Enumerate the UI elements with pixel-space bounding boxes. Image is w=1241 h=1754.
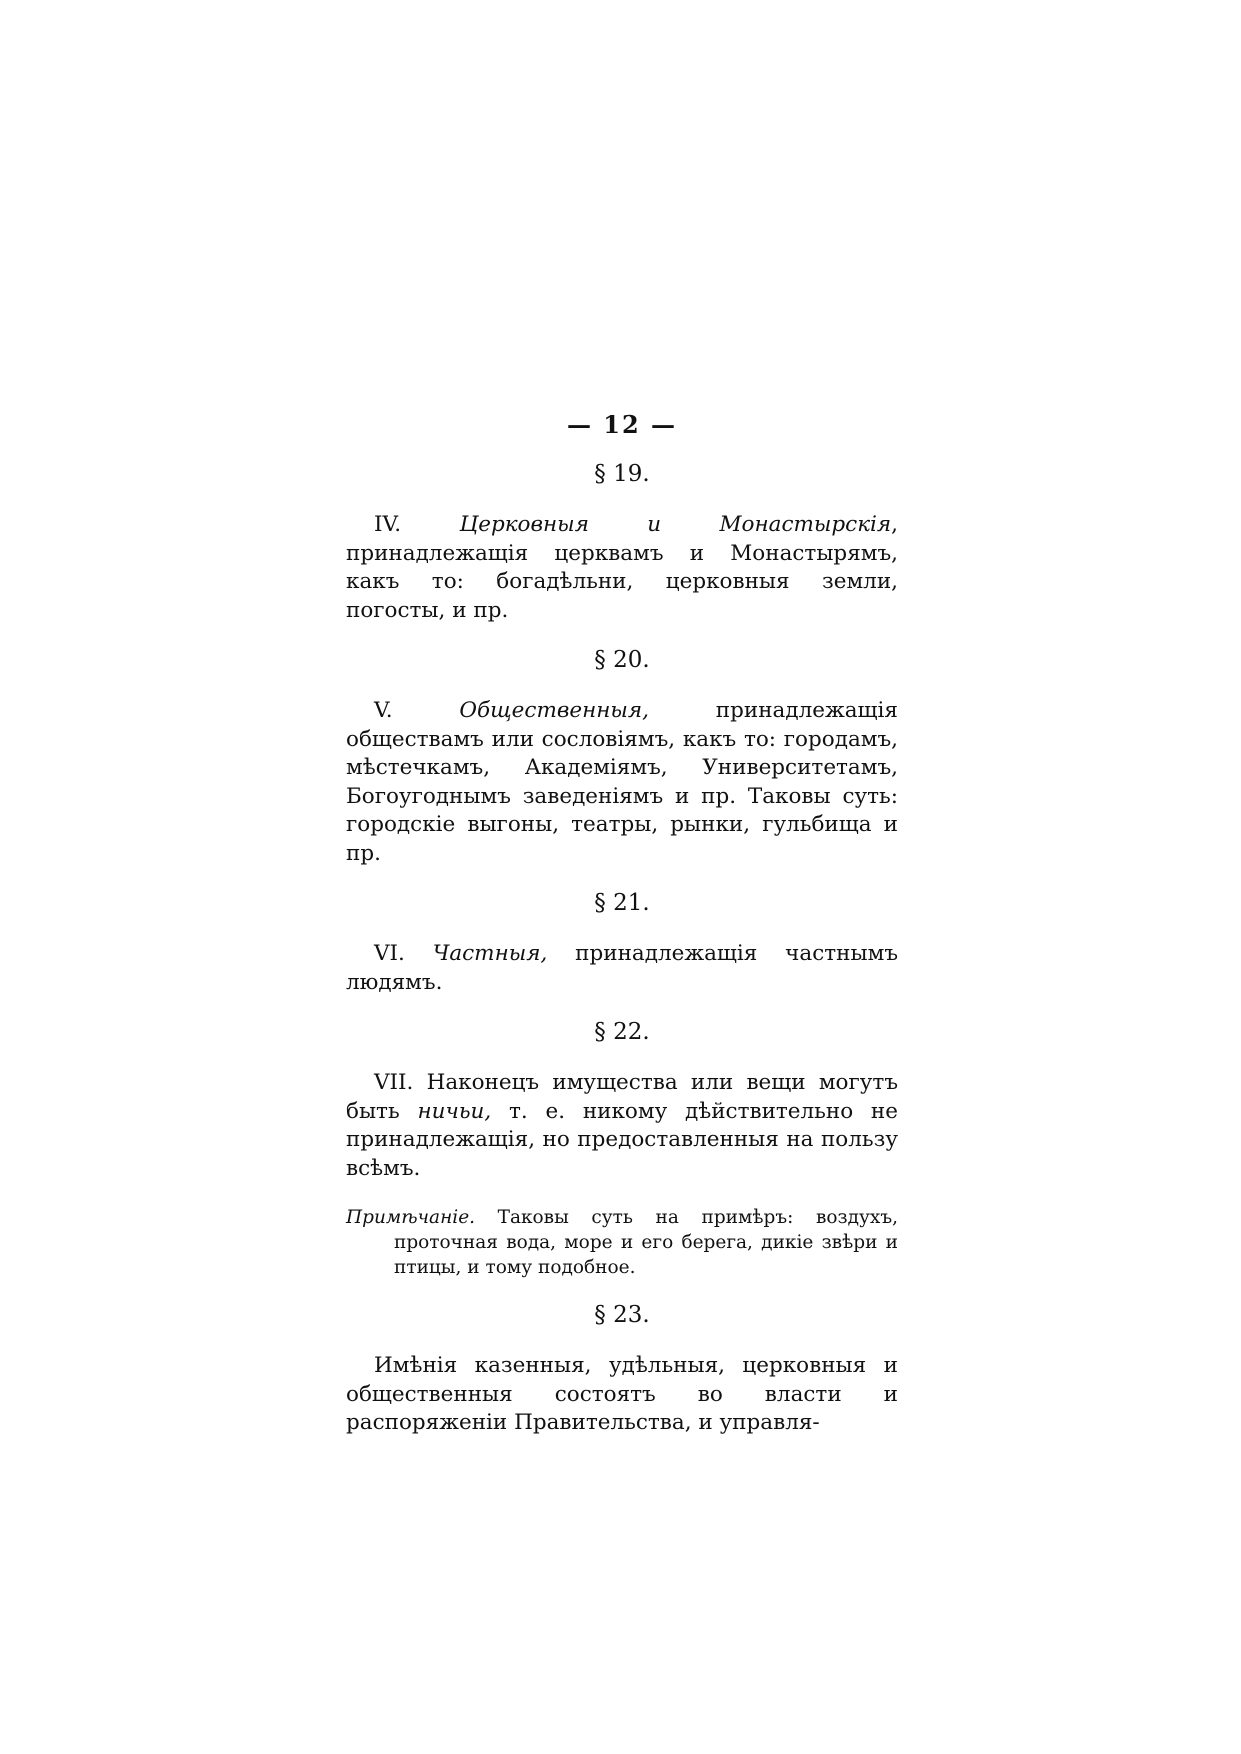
italic-term: ничьи,	[417, 1098, 492, 1124]
paragraph-19	[346, 511, 898, 625]
paragraph-text: т. е. никому дѣйствительно не принадлежащія, но предоставленныя на пользу всѣмъ.	[346, 1098, 898, 1181]
note-label: Примѣчаніе.	[346, 1207, 476, 1228]
note-text: Таковы суть на примѣръ: воздухъ, проточная вода, море и его берега, дикіе звѣри и птицы, и тому подобное.	[394, 1207, 898, 1278]
footnote	[346, 1205, 898, 1280]
book-page	[346, 410, 898, 1438]
section-mark-22: § 22.	[594, 1019, 650, 1045]
italic-term: Частныя,	[432, 941, 548, 966]
italic-term: Церковныя и Монастырскія	[459, 512, 892, 537]
paragraph-23: Имѣнія казенныя, удѣльныя, церковныя и общественныя состоятъ во власти и распоряженіи Правительства, и управля-	[346, 1353, 898, 1435]
roman-numeral: VI.	[374, 941, 405, 966]
page-number-header: — 12 —	[566, 410, 678, 439]
paragraph-20	[346, 697, 898, 868]
paragraph-text-lead: Наконецъ имущества или вещи могутъ быть	[346, 1070, 898, 1124]
roman-numeral: VII.	[374, 1070, 414, 1095]
roman-numeral: V.	[374, 698, 393, 723]
paragraph-21	[346, 940, 898, 997]
italic-term: Общественныя,	[459, 698, 649, 723]
section-mark-20: § 20.	[594, 647, 650, 673]
section-mark-19: § 19.	[594, 461, 650, 487]
section-mark-21: § 21.	[594, 890, 650, 916]
section-mark-23: § 23.	[594, 1302, 650, 1328]
paragraph-22	[346, 1069, 898, 1183]
paragraph-text: принадлежащія обществамъ или сословіямъ, какъ то: городамъ, мѣстечкамъ, Академіямъ, Университетамъ, Богоугоднымъ заведеніямъ и пр. Таковы суть: городскіе выгоны, театры, рынки, гульбища и пр.	[346, 698, 898, 866]
roman-numeral: IV.	[374, 512, 402, 537]
paragraph-text: , принадлежащія церквамъ и Монастырямъ, какъ то: богадѣльни, церковныя земли, погосты, и пр.	[346, 512, 898, 623]
paragraph-text: принадлежащія частнымъ людямъ.	[346, 941, 898, 995]
